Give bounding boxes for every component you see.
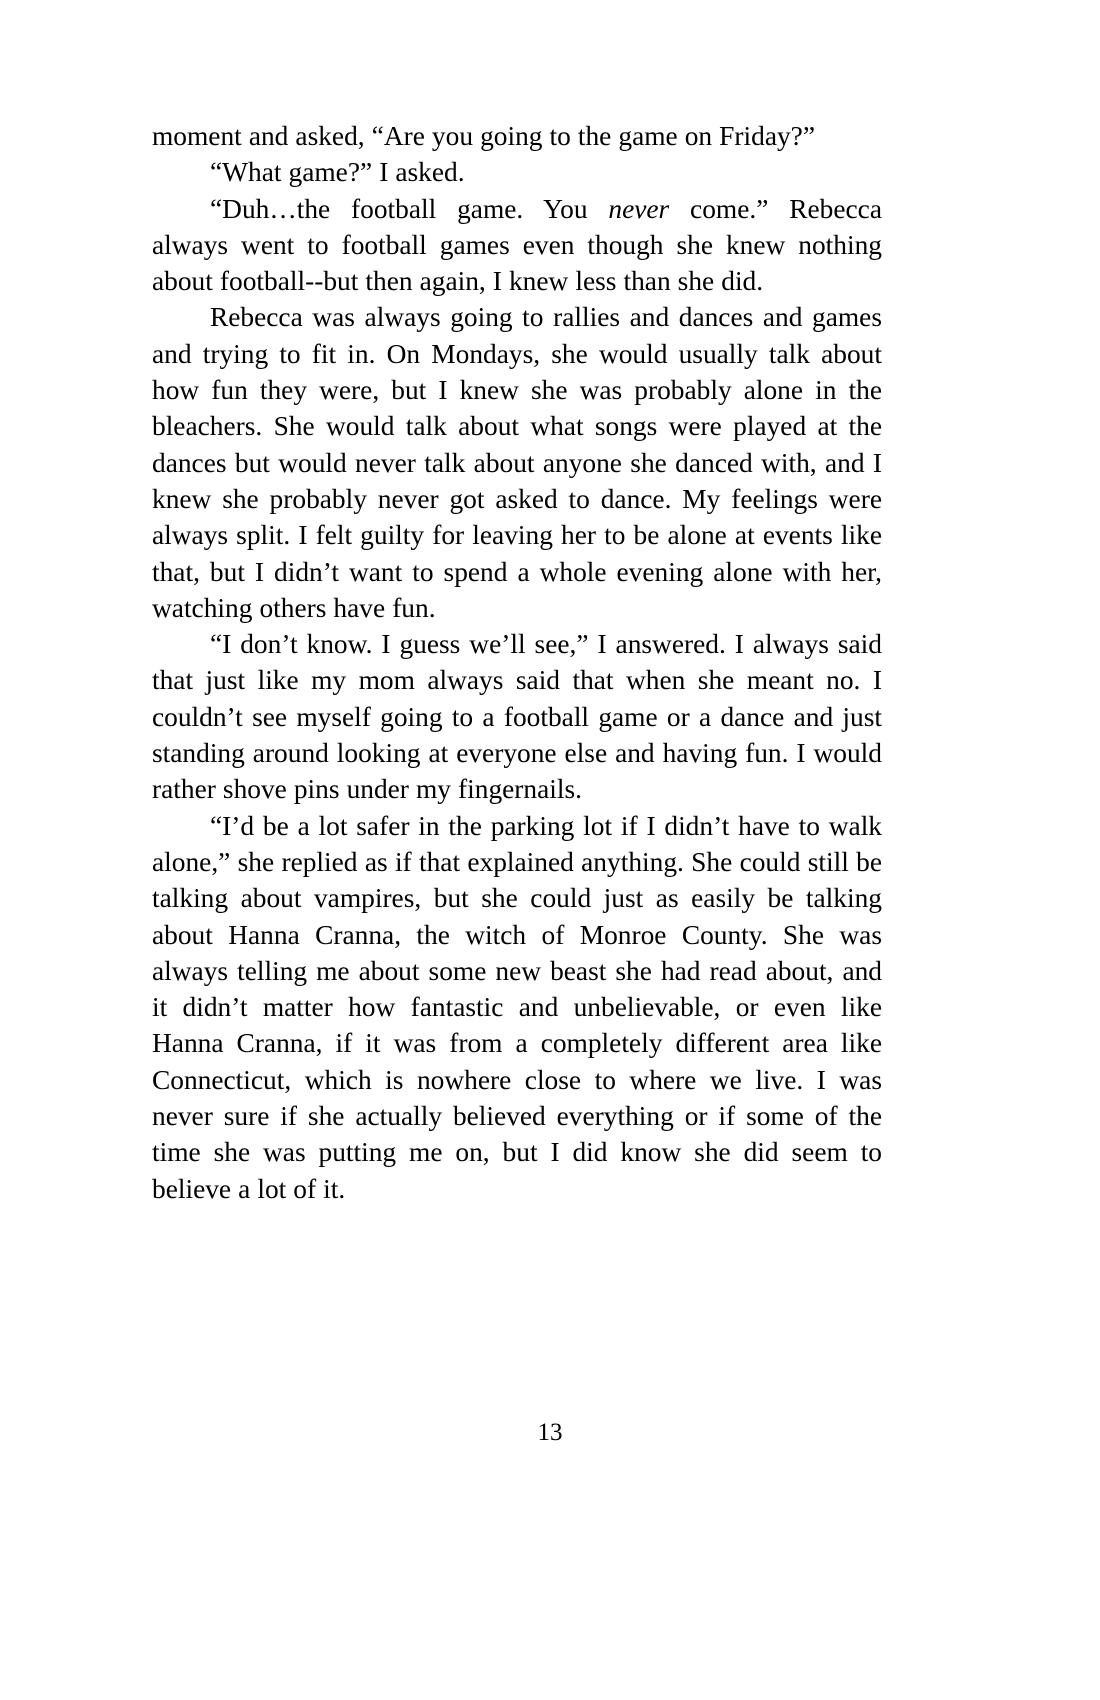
page-number: 13 (537, 1419, 563, 1446)
paragraph-text-before-italic: “Duh…the football game. You (210, 193, 609, 224)
paragraph-duh-football-game (152, 191, 882, 300)
paragraph-i-dont-know: “I don’t know. I guess we’ll see,” I answered. I always said that just like my mom always said that when she meant no. I couldn’t see myself going to a football game or a dance and just standing around looking at everyone else and having fun. I would rather shove pins under my fingernails. (152, 629, 882, 805)
body-text-column (152, 118, 882, 1207)
paragraph-text-after-italic: come.” Rebecca always went to football games even though she knew nothing about football--but then again, I knew less than she did. (152, 193, 882, 297)
paragraph-parking-lot-hanna-cranna: “I’d be a lot safer in the parking lot if I didn’t have to walk alone,” she replied as if that explained anything. She could still be talking about vampires, but she could just as easily be talking about Hanna Cranna, the witch of Monroe County. She was always telling me about some new beast she had read about, and it didn’t matter how fantastic and unbelievable, or even like Hanna Cranna, if it was from a completely different area like Connecticut, which is nowhere close to where we live. I was never sure if she actually believed everything or if some of the time she was putting me on, but I did know she did seem to believe a lot of it. (152, 810, 882, 1204)
paragraph-what-game: “What game?” I asked. (210, 157, 465, 188)
emphasis-never: never (608, 193, 670, 224)
paragraph-rebecca-rallies: Rebecca was always going to rallies and dances and games and trying to fit in. On Mondays, she would usually talk about how fun they were, but I knew she was probably alone in the bleachers. She would talk about what songs were played at the dances but would never talk about anyone she danced with, and I knew she probably never got asked to dance. My feelings were always split. I felt guilty for leaving her to be alone at events like that, but I didn’t want to spend a whole evening alone with her, watching others have fun. (152, 302, 882, 623)
paragraph-continued-game-friday: moment and asked, “Are you going to the game on Friday?” (152, 121, 815, 151)
